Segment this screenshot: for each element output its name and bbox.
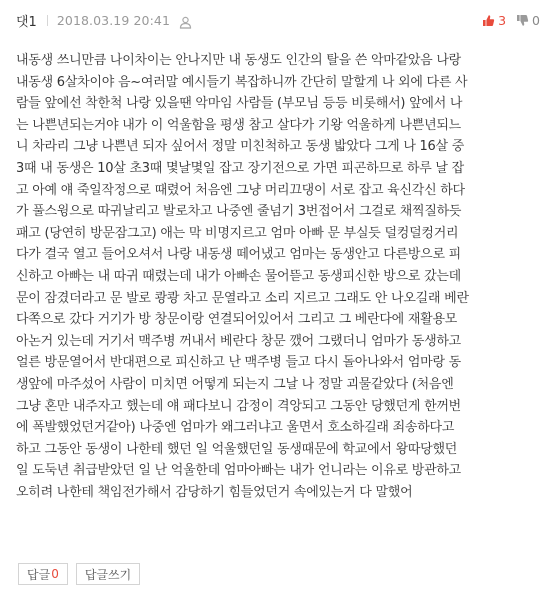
comment-line: 가 풀스윙으로 따귀날리고 발로차고 나중엔 줄넘기 3번접어서 그걸로 채찍질하듯	[16, 204, 462, 220]
comment-line: 는 나쁜년되는거야 내가 이 억울함을 평생 참고 살다가 기왕 억울하게 나쁜년되느	[16, 117, 461, 133]
upvote-count: 3	[498, 12, 507, 28]
comment-line: 얼른 방문열어서 반대편으로 피신하고 난 맥주병 들고 다시 돌아나와서 엄마랑 동	[16, 355, 461, 371]
reply-button-label: 답글	[27, 567, 51, 582]
comment-header	[16, 10, 540, 30]
vote-area	[482, 13, 540, 28]
reply-button[interactable]	[18, 563, 68, 585]
write-reply-button[interactable]	[76, 563, 140, 585]
comment-line: 3때 내 동생은 10살 초3때 몇날몇일 잡고 장기전으로 가면 피곤하므로 하루 날 잡	[16, 160, 464, 176]
comment-line: 그냥 혼만 내주자고 했는데 얘 패다보니 감정이 격앙되고 그동안 당했던게 한꺼번	[16, 398, 461, 414]
comment-author[interactable]: 댓1	[16, 14, 37, 30]
comment-line: 아논거 있는데 거기서 맥주병 꺼내서 베란다 창문 깼어 그랬더니 엄마가 동생하고	[16, 333, 461, 349]
comment-line: 패고 (당연히 방문잠그고) 애는 막 비명지르고 엄마 아빠 문 부실듯 덜컹덜컹거리	[16, 225, 459, 241]
comment-line: 에 폭발했었던거같아) 나중엔 엄마가 왜그러냐고 울면서 호소하길래 죄송하다고	[16, 420, 455, 436]
comment-line: 하고 그동안 동생이 나한테 했던 일 억울했던일 동생때문에 학교에서 왕따당했던	[16, 441, 458, 457]
comment-line: 오히려 나한테 책임전가해서 감당하기 힘들었던거 속에있는거 다 말했어	[16, 484, 413, 500]
comment-line: 일 도둑년 취급받았던 일 난 억울한데 엄마아빠는 내가 언니라는 이유로 방관하고	[16, 463, 461, 479]
person-report-icon[interactable]	[179, 14, 192, 27]
comment-line: 내동생 쓰니만큼 나이차이는 안나지만 내 동생도 인간의 탈을 쓴 악마같았음 나랑	[16, 53, 461, 68]
reply-count: 0	[51, 567, 59, 581]
comment-line: 생앞에 마주섰어 사람이 미치면 어떻게 되는지 그날 나 정말 괴물같았다 (처음엔	[16, 376, 454, 392]
header-divider	[47, 15, 48, 26]
comment-line: 고 아예 얘 죽일작정으로 때렸어 처음엔 그냥 머리끄댕이 서로 잡고 육신각신 하다	[16, 182, 465, 198]
comment-body	[16, 50, 544, 503]
comment-line: 내동생 6살차이야 음~여러말 예시들기 복잡하니까 간단히 말할게 나 외에 다른 사	[16, 74, 468, 90]
write-reply-label: 답글쓰기	[84, 567, 132, 582]
comment-actions	[18, 563, 148, 585]
comment-line: 다가 결국 열고 들어오셔서 나랑 내동생 떼어냈고 엄마는 동생안고 다른방으로 피	[16, 247, 461, 263]
thumbs-down-icon[interactable]	[516, 14, 529, 27]
comment-line: 니 차라리 그냥 나쁜년 되자 싶어서 정말 미친척하고 동생 밟았다 그게 나 16살 중	[16, 139, 465, 155]
downvote-count: 0	[532, 12, 540, 28]
comment-date: 2018.03.19 20:41	[56, 12, 171, 28]
comment-line: 문이 잠겼더라고 문 발로 쾅쾅 차고 문열라고 소리 지르고 그래도 안 나오길래 베란	[16, 290, 469, 306]
thumbs-up-icon[interactable]	[482, 14, 495, 27]
comment-line: 신하고 아빠는 내 따귀 때렸는데 내가 아빠손 물어뜯고 동생피신한 방으로 갔는데	[16, 268, 461, 284]
comment-line: 람들 앞에선 착한척 나랑 있을땐 악마임 사람들 (부모님 등등 비롯해서) 앞에서 나	[16, 96, 463, 112]
comment-line: 다쪽으로 갔다 거기가 방 창문이랑 연결되어있어서 그리고 그 베란다에 재활용모	[16, 312, 458, 328]
